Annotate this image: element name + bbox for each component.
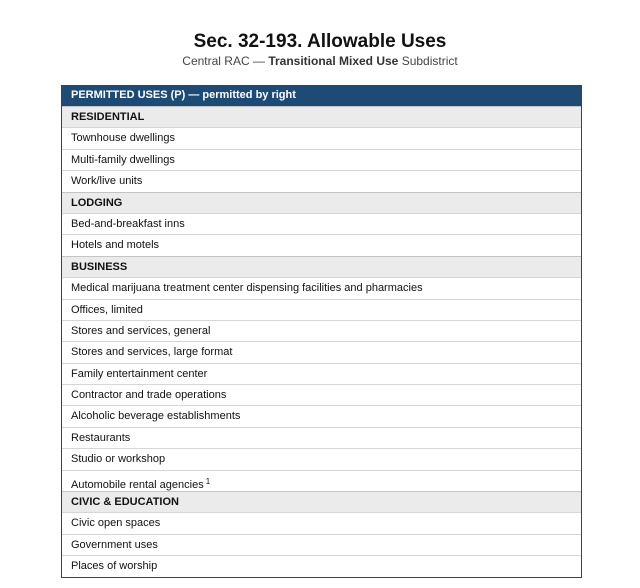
use-row <box>62 427 581 448</box>
use-row <box>62 363 581 384</box>
page-title: Sec. 32-193. Allowable Uses <box>193 31 447 52</box>
use-row <box>62 341 581 362</box>
use-row <box>62 534 581 555</box>
use-label: Hotels and motels <box>71 239 160 252</box>
use-row <box>62 470 581 491</box>
use-label: Contractor and trade operations <box>71 389 227 402</box>
use-label: Civic open spaces <box>71 517 161 530</box>
use-row <box>62 320 581 341</box>
use-label: Medical marijuana treatment center dispensing facilities and pharmacies <box>71 282 423 295</box>
use-label: Alcoholic beverage establishments <box>71 410 241 423</box>
use-label: Family entertainment center <box>71 367 208 380</box>
subtitle-suffix: Subdistrict <box>398 54 458 68</box>
use-row <box>62 149 581 170</box>
use-row <box>62 405 581 426</box>
use-label: Studio or workshop <box>71 453 166 466</box>
category-row: LODGING <box>62 192 581 213</box>
use-label: Automobile rental agencies <box>71 478 204 491</box>
subdistrict-name: Transitional Mixed Use <box>268 54 399 68</box>
use-row <box>62 555 581 576</box>
use-row <box>62 213 581 234</box>
category-row: RESIDENTIAL <box>62 106 581 127</box>
footnote-marker: 1 <box>205 476 211 486</box>
use-row <box>62 277 581 298</box>
use-label: Work/live units <box>71 175 143 188</box>
category-row: CIVIC & EDUCATION <box>62 491 581 512</box>
use-row <box>62 299 581 320</box>
use-label: Townhouse dwellings <box>71 132 175 145</box>
use-row <box>62 512 581 533</box>
permitted-uses-table <box>61 85 582 578</box>
use-label: Bed-and-breakfast inns <box>71 217 185 230</box>
use-label: Government uses <box>71 538 158 551</box>
use-row <box>62 448 581 469</box>
page-subtitle <box>0 54 640 69</box>
use-row <box>62 170 581 191</box>
use-row <box>62 127 581 148</box>
table-body <box>62 106 581 577</box>
table-header: PERMITTED USES (P) — permitted by right <box>62 85 581 106</box>
use-label: Places of worship <box>71 560 158 573</box>
use-label: Offices, limited <box>71 303 143 316</box>
use-row <box>62 384 581 405</box>
use-label: Stores and services, large format <box>71 346 233 359</box>
subtitle-prefix: Central RAC — <box>182 54 269 68</box>
use-label: Stores and services, general <box>71 324 211 337</box>
use-label: Multi-family dwellings <box>71 153 175 166</box>
use-row <box>62 234 581 255</box>
category-row: BUSINESS <box>62 256 581 277</box>
use-label: Restaurants <box>71 431 131 444</box>
